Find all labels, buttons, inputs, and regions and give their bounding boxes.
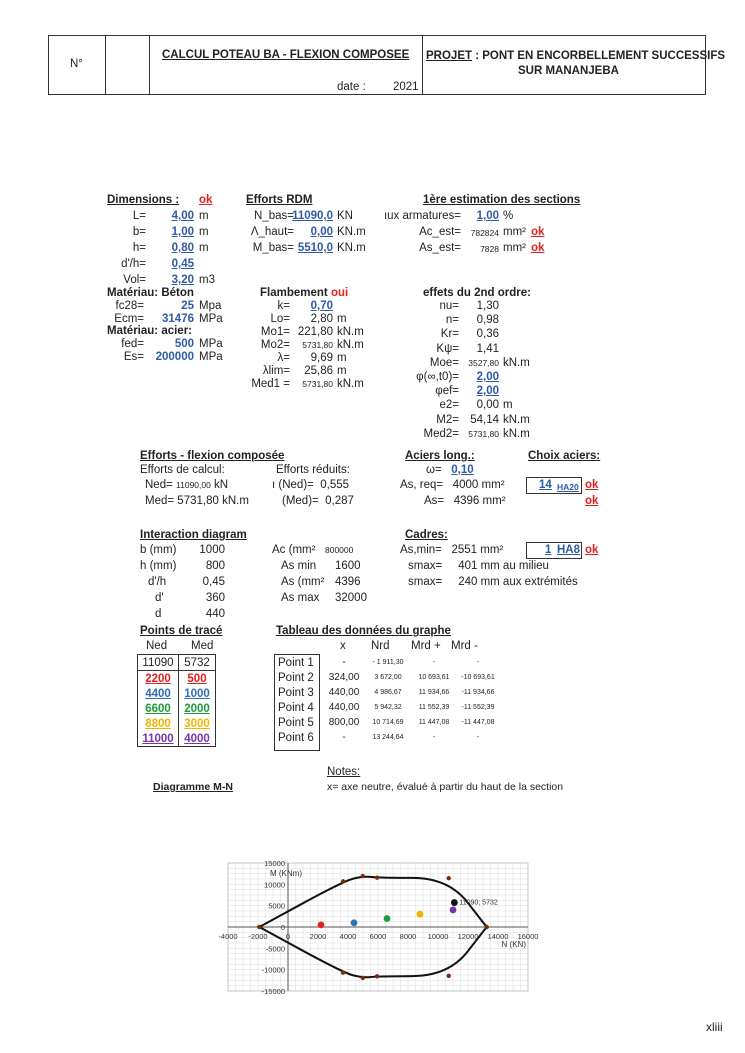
design-point-1 (451, 899, 458, 906)
int2-label-2: As min (281, 560, 317, 572)
est-label-3: As_est= (419, 242, 461, 254)
nu-value: 0,555 (320, 479, 350, 491)
int2-value-1: 800000 (325, 545, 354, 555)
graph-mm: -11 552,39 (461, 704, 495, 711)
envelope-point (447, 876, 451, 880)
design-point-4 (384, 915, 391, 922)
flamb-unit-5: m (337, 352, 347, 364)
int-label-4: d' (155, 592, 164, 604)
estimation-title: 1ère estimation des sections (423, 194, 581, 206)
graph-data-table (276, 655, 500, 745)
graph-label: Point 6 (278, 731, 314, 744)
acier-unit-1: MPa (199, 338, 223, 350)
envelope-point (257, 925, 261, 929)
points-ned: 4400 (138, 686, 179, 701)
beton-value-1: 25 (181, 300, 194, 312)
so-label-5: Moe= (429, 356, 459, 369)
smax2-label: smax= (408, 576, 443, 588)
graph-label: Point 5 (278, 716, 314, 729)
acier-unit-2: MPa (199, 351, 223, 363)
efforts-rdm-title: Efforts RDM (246, 194, 313, 206)
projet-text: : PONT EN ENCORBELLEMENT SUCCESSIFS (475, 50, 726, 62)
so-value-4: 1,41 (476, 342, 499, 355)
points-row (138, 716, 216, 731)
y-axis-label: M (KNm) (270, 869, 302, 878)
so-label-4: Kψ= (436, 342, 459, 355)
points-row (138, 701, 216, 716)
so-label-9: M2= (436, 413, 459, 426)
y-tick-label: -5000 (265, 944, 285, 954)
choix-aciers-title: Choix aciers: (528, 450, 601, 462)
projet-line (426, 50, 725, 63)
dim-unit-3: m (199, 242, 209, 254)
graph-mp: 11 934,66 (418, 689, 450, 696)
int-label-2: h (mm) (140, 560, 177, 572)
x-tick-label: 16000 (517, 932, 539, 941)
y-tick-label: -10000 (261, 965, 285, 975)
graph-mm: -11 447,08 (461, 719, 495, 726)
design-point-6 (450, 907, 457, 914)
med-row (145, 495, 249, 508)
cadres-count[interactable]: 1 (545, 544, 552, 556)
flamb-label-7: Med1 = (251, 378, 290, 390)
points-row (138, 671, 216, 687)
cadres-title: Cadres: (405, 529, 448, 541)
graph-nrd: 4 986,67 (374, 689, 402, 696)
asreq-label: As, req= (400, 479, 444, 491)
flambement-status: oui (330, 287, 349, 299)
x-tick-label: 0 (285, 932, 291, 941)
flamb-value-2: 2,80 (310, 313, 333, 325)
asreq-unit: mm² (481, 479, 505, 491)
graph-row (276, 670, 500, 685)
points-ned: 6600 (138, 701, 179, 716)
mu-row (282, 495, 354, 508)
so-value-2: 0,98 (476, 314, 499, 327)
graph-row (276, 685, 500, 700)
page-number: xliii (706, 1020, 723, 1034)
dim-label-2: b= (132, 226, 146, 238)
dim-label-1: L= (132, 210, 146, 222)
graph-nrd: 5 942,32 (374, 704, 402, 711)
x-tick-label: 10000 (427, 932, 449, 941)
so-unit-9: kN.m (503, 413, 530, 426)
design-point-5 (417, 911, 424, 918)
flambement-title (260, 287, 348, 300)
graph-mm: - (476, 734, 480, 741)
smax2-value: 240 (458, 576, 478, 588)
flamb-unit-3: kN.m (337, 326, 364, 338)
graph-x: 800,00 (328, 717, 360, 728)
acier-title: Matériau: acier: (107, 325, 193, 337)
dim-unit-1: m (199, 210, 209, 222)
envelope-point (375, 876, 379, 880)
graph-header-nrd: Nrd (371, 640, 390, 652)
points-med: 4000 (184, 732, 210, 745)
graph-x: 324,00 (328, 672, 360, 683)
so-label-7: φef= (435, 385, 459, 398)
graph-nrd: 3 672,00 (374, 674, 402, 681)
so-value-8: 0,00 (476, 399, 499, 412)
points-row (138, 731, 216, 747)
est-status-2: ok (531, 226, 545, 238)
est-label-2: Ac_est= (419, 226, 461, 238)
so-label-2: n= (445, 314, 459, 327)
acier-label-1: fed= (121, 338, 144, 350)
points-row (138, 686, 216, 701)
est-label-1: ıux armatures= (383, 210, 461, 222)
no-value-cell (105, 36, 150, 94)
dimensions-status: ok (199, 194, 213, 206)
design-point-label: 11090; 5732 (459, 899, 498, 907)
smax1-label: smax= (408, 560, 443, 572)
graph-x: - (342, 657, 346, 668)
points-med: 500 (187, 672, 207, 685)
dim-value-3[interactable]: 0,80 (171, 242, 194, 254)
rdm-label-1: N_bas= (254, 210, 294, 222)
so-label-10: Med2= (423, 427, 459, 440)
points-row (138, 655, 216, 671)
graph-mp: 11 552,39 (418, 704, 450, 711)
graph-mp: - (432, 734, 436, 741)
flamb-label-3: Mo1= (260, 326, 290, 338)
acier-value-2: 200000 (155, 351, 194, 363)
so-label-3: Kr= (440, 328, 459, 341)
dim-value-5[interactable]: 3,20 (171, 274, 194, 286)
med-unit: kN.m (222, 495, 249, 507)
int-value-5: 440 (205, 608, 225, 620)
asmin-label: As,min= (400, 544, 442, 556)
as-row (424, 495, 506, 508)
flamb-value-3: 221,80 (297, 326, 333, 338)
graph-label: Point 2 (278, 671, 314, 684)
diagram-title: Diagramme M-N (153, 781, 233, 793)
flambement-label: Flambement (260, 287, 328, 299)
date-label: date : (337, 81, 366, 93)
rdm-value-1[interactable]: 11090,0 (292, 210, 333, 222)
envelope-point (447, 974, 451, 978)
dim-value-4[interactable]: 0,45 (171, 258, 194, 270)
est-unit-2: mm² (503, 226, 526, 238)
graph-row (276, 655, 500, 670)
x-tick-label: -2000 (248, 932, 268, 941)
so-label-1: nu= (439, 300, 459, 312)
y-tick-label: 5000 (268, 901, 285, 911)
interaction-title: Interaction diagram (140, 529, 247, 541)
dim-label-5: Vol= (123, 274, 146, 286)
dim-value-1[interactable]: 4,00 (171, 210, 194, 222)
points-med: 1000 (184, 687, 210, 700)
so-label-6: φ(∞,t0)= (416, 371, 459, 383)
flamb-unit-2: m (337, 313, 347, 325)
points-ned: 11000 (138, 731, 179, 747)
points-title: Points de tracé (140, 625, 223, 637)
int2-label-4: As max (281, 592, 320, 604)
page-title: CALCUL POTEAU BA - FLEXION COMPOSEE (162, 49, 410, 61)
design-point-3 (351, 919, 358, 926)
so-value-10: 5731,80 (468, 428, 499, 439)
envelope-point (361, 976, 365, 980)
smax1-text: mm au milieu (480, 560, 549, 572)
points-header-med: Med (191, 640, 214, 652)
asreq-value: 4000 (452, 479, 479, 491)
flamb-value-7: 5731,80 (302, 379, 333, 389)
graph-header-mrdp: Mrd + (411, 640, 441, 652)
x-tick-label: 12000 (457, 932, 479, 941)
choix-status: ok (585, 479, 599, 491)
est-status-3: ok (531, 242, 545, 254)
int-value-4: 360 (205, 592, 225, 604)
so-value-7: 2,00 (476, 385, 499, 398)
points-med: 2000 (184, 702, 210, 715)
efforts-reduits-label: Efforts réduits: (276, 464, 350, 476)
x-tick-label: 2000 (309, 932, 327, 941)
graph-x: - (342, 732, 346, 743)
graph-header-mrdm: Mrd - (451, 640, 478, 652)
ned-unit: kN (214, 479, 229, 491)
cadres-status: ok (585, 544, 599, 556)
y-tick-label: -15000 (261, 987, 285, 996)
graph-label: Point 3 (278, 686, 314, 699)
int2-label-3: As (mm² (281, 576, 325, 588)
so-unit-10: kN.m (503, 427, 530, 440)
aciers-long-title: Aciers long.: (405, 450, 475, 462)
projet-text-2: SUR MANANJEBA (518, 65, 619, 77)
nu-row (272, 479, 349, 492)
dim-value-2[interactable]: 1,00 (171, 226, 194, 238)
omega-label: ω= (426, 464, 442, 476)
int2-label-1: Ac (mm² (272, 544, 316, 556)
est-unit-3: mm² (503, 242, 526, 254)
beton-unit-1: Mpa (199, 300, 222, 312)
title-cell (149, 36, 423, 94)
flamb-value-1: 0,70 (310, 300, 333, 312)
beton-title: Matériau: Béton (107, 287, 194, 299)
graph-table-title: Tableau des données du graphe (276, 625, 451, 637)
omega-value: 0,10 (451, 464, 474, 476)
design-point-2 (318, 921, 325, 928)
projet-label: PROJET (426, 50, 473, 62)
rdm-label-2: Λ_haut= (250, 226, 294, 238)
rdm-value-2[interactable]: 0,00 (310, 226, 333, 238)
x-tick-label: 4000 (339, 932, 357, 941)
graph-nrd: 13 244,64 (372, 734, 404, 741)
flexion-title: Efforts - flexion composée (140, 450, 285, 462)
est-value-2: 782824 (470, 228, 499, 238)
int-value-3: 0,45 (202, 576, 225, 588)
points-table (137, 654, 216, 747)
x-tick-label: -4000 (218, 932, 238, 941)
rdm-value-3[interactable]: 5510,0 (297, 242, 333, 254)
graph-row (276, 730, 500, 745)
graph-mm: -11 934,66 (461, 689, 495, 696)
smax1-row (408, 560, 549, 573)
flamb-value-5: 9,69 (310, 352, 333, 364)
flamb-value-6: 25,86 (304, 365, 333, 377)
omega-row (426, 464, 474, 477)
beton-label-2: Ecm= (114, 313, 144, 325)
dimensions-title: Dimensions : (107, 194, 180, 206)
graph-mp: 11 447,08 (418, 719, 450, 726)
x-tick-label: 6000 (369, 932, 387, 941)
rdm-label-3: M_bas= (252, 242, 294, 254)
mn-diagram-chart (180, 855, 540, 1005)
beton-value-2: 31476 (162, 313, 194, 325)
as-label: As= (424, 495, 445, 507)
cadres-bar[interactable]: HA8 (557, 544, 581, 556)
so-unit-8: m (503, 399, 513, 412)
asmin-unit: mm² (480, 544, 504, 556)
flamb-unit-6: m (337, 365, 347, 377)
so-value-3: 0,36 (476, 328, 499, 341)
points-med: 3000 (184, 717, 210, 730)
rdm-unit-3: KN.m (337, 242, 366, 254)
graph-mp: 10 693,61 (418, 674, 450, 681)
points-ned: 11090 (138, 655, 179, 671)
asmin-value: 2551 (451, 544, 478, 556)
envelope-point (484, 925, 488, 929)
nu-label: ı (Ned)= (272, 479, 314, 491)
int-value-1: 1000 (199, 544, 225, 556)
choix-bar[interactable]: HA20 (557, 482, 579, 492)
x-tick-label: 14000 (487, 932, 509, 941)
est-unit-1: % (503, 210, 514, 222)
dim-label-3: h= (132, 242, 146, 254)
no-label: N° (70, 58, 83, 70)
graph-x: 440,00 (328, 702, 360, 713)
points-ned: 2200 (138, 671, 179, 687)
points-ned: 8800 (138, 716, 179, 731)
mu-value: 0,287 (325, 495, 354, 507)
envelope-point (341, 879, 345, 883)
points-med: 5732 (179, 655, 216, 671)
rdm-unit-1: KN (337, 210, 353, 222)
flamb-label-4: Mo2= (260, 339, 290, 351)
graph-row (276, 715, 500, 730)
smax1-value: 401 (458, 560, 478, 572)
as-status: ok (585, 495, 599, 507)
so-value-1: 1,30 (476, 300, 499, 312)
rdm-unit-2: KN.m (337, 226, 366, 238)
envelope-point (361, 874, 365, 878)
asreq-row (400, 479, 505, 492)
so-value-6: 2,00 (476, 371, 499, 383)
dim-label-4: d'/h= (121, 258, 146, 270)
efforts-calcul-label: Efforts de calcul: (140, 464, 225, 476)
flamb-label-5: λ= (277, 352, 290, 364)
y-tick-label: 10000 (264, 880, 285, 890)
est-value-1: 1,00 (476, 210, 499, 222)
notes-text: x= axe neutre, évalué à partir du haut de la section (327, 781, 564, 793)
dim-unit-5: m3 (199, 274, 215, 286)
y-tick-label: 15000 (264, 859, 285, 868)
so-value-5: 3527,80 (468, 357, 499, 368)
graph-mm: - (476, 659, 480, 666)
graph-mm: -10 693,61 (461, 674, 495, 681)
acier-value-1: 500 (174, 338, 194, 350)
graph-nrd: - 1 911,30 (372, 659, 404, 666)
ned-label: Ned= (145, 479, 173, 491)
graph-nrd: 10 714,69 (372, 719, 404, 726)
as-value: 4396 (453, 495, 480, 507)
int2-value-2: 1600 (335, 560, 361, 572)
so-label-8: e2= (439, 399, 459, 412)
int2-value-3: 4396 (335, 576, 361, 588)
smax2-row (408, 576, 578, 589)
dim-unit-2: m (199, 226, 209, 238)
second-ordre-title: effets du 2nd ordre: (423, 287, 531, 299)
graph-label: Point 1 (278, 656, 314, 669)
ned-value: 11090,00 (176, 480, 211, 490)
graph-x: 440,00 (328, 687, 360, 698)
int-value-2: 800 (205, 560, 225, 572)
ned-row (145, 479, 228, 492)
envelope-point (375, 974, 379, 978)
flamb-label-2: Lo= (270, 313, 290, 325)
med-label: Med= (145, 495, 175, 507)
envelope-point (341, 970, 345, 974)
notes-title: Notes: (327, 766, 361, 778)
flamb-label-6: λlim= (262, 365, 290, 377)
as-unit: mm² (482, 495, 506, 507)
points-header-ned: Ned (146, 640, 168, 652)
flamb-value-4: 5731,80 (302, 340, 333, 350)
graph-header-x: x (340, 640, 346, 652)
graph-mp: - (432, 659, 436, 666)
int2-value-4: 32000 (335, 592, 367, 604)
asmin-row (400, 544, 503, 557)
graph-label: Point 4 (278, 701, 314, 714)
flamb-unit-4: kN.m (337, 339, 364, 351)
mu-label: (Med)= (282, 495, 319, 507)
med-value: 5731,80 (177, 495, 219, 507)
beton-label-1: fc28= (115, 300, 144, 312)
est-value-3: 7828 (480, 244, 499, 254)
acier-label-2: Es= (123, 351, 144, 363)
so-unit-5: kN.m (503, 356, 530, 369)
x-axis-label: N (KN) (501, 940, 526, 949)
date-value: 2021 (393, 81, 419, 93)
choix-count[interactable]: 14 (539, 479, 552, 491)
flamb-unit-7: kN.m (337, 378, 364, 390)
x-tick-label: 8000 (399, 932, 417, 941)
flamb-label-1: k= (277, 300, 290, 312)
int-label-1: b (mm) (140, 544, 177, 556)
so-value-9: 54,14 (470, 413, 499, 426)
beton-unit-2: MPa (199, 313, 223, 325)
int-label-5: d (155, 608, 162, 620)
y-tick-label: 0 (280, 923, 285, 932)
graph-row (276, 700, 500, 715)
int-label-3: d'/h (148, 576, 167, 588)
smax2-text: mm aux extrémités (480, 576, 578, 588)
